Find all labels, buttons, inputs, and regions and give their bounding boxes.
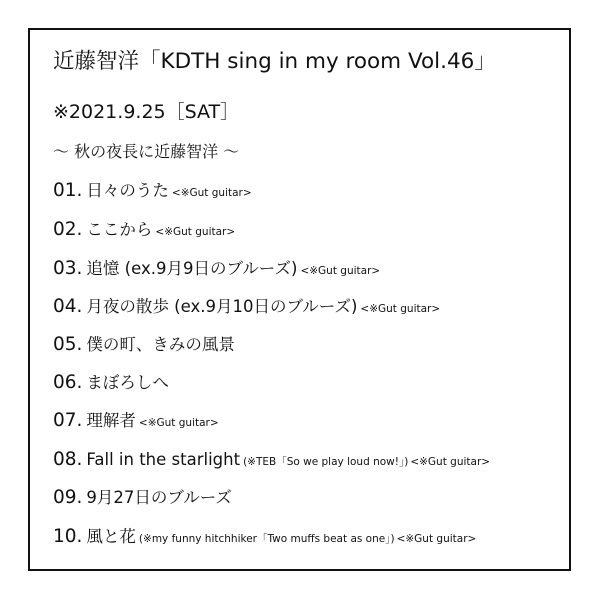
track-item [53,524,476,550]
setlist-title: 近藤智洋「KDTH sing in my room Vol.46」 [53,49,496,74]
track-note: <※Gut guitar> [155,226,236,238]
track-number: 08. [53,449,83,470]
track-note: <※Gut guitar> [396,533,477,545]
track-item [53,485,232,511]
track-name: まぼろしへ [86,373,169,392]
track-number: 03. [53,258,83,279]
track-note: (※my funny hitchhiker「Two muffs beat as one」) [138,533,395,545]
track-name: 日々のうた [86,181,169,200]
track-item [53,408,219,434]
track-item [53,178,252,204]
track-number: 02. [53,219,83,240]
track-number: 10. [53,526,83,547]
event-subtitle: 〜 秋の夜長に近藤智洋 〜 [53,142,240,161]
track-note: <※Gut guitar> [138,417,219,429]
track-item [53,447,490,473]
track-note: (※TEB「So we play loud now!」) [243,456,409,468]
track-name: 僕の町、きみの風景 [86,335,235,354]
setlist-card [28,28,571,571]
track-item [53,217,235,243]
event-date: ※2021.9.25［SAT］ [53,101,240,123]
track-name: 理解者 [86,411,136,430]
track-item [53,370,169,396]
track-item [53,256,380,282]
track-note: <※Gut guitar> [360,303,441,315]
track-note: <※Gut guitar> [300,265,381,277]
track-name: 追憶 (ex.9月9日のブルーズ) [86,259,298,278]
track-note: <※Gut guitar> [410,456,491,468]
track-number: 07. [53,410,83,431]
track-number: 06. [53,372,83,393]
track-item [53,332,235,358]
track-note: <※Gut guitar> [171,187,252,199]
track-number: 04. [53,296,83,317]
track-name: 風と花 [86,527,136,546]
track-item [53,294,440,320]
track-name: 月夜の散歩 (ex.9月10日のブルーズ) [86,297,358,316]
track-number: 09. [53,487,83,508]
track-name: 9月27日のブルーズ [86,488,232,507]
track-number: 01. [53,180,83,201]
track-name: ここから [86,220,153,239]
track-number: 05. [53,334,83,355]
track-name: Fall in the starlight [86,450,241,469]
